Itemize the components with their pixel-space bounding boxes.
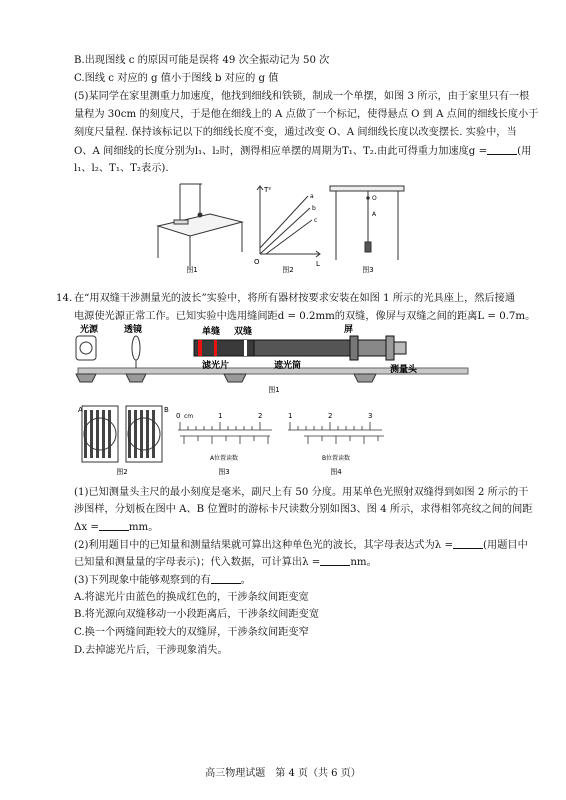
fig3-tick-0: 0 (176, 412, 181, 420)
q13-fig2-caption: 图2 (282, 266, 294, 274)
q13-fig2-line-a: a (310, 193, 314, 200)
q13-figures (150, 176, 410, 276)
q14-stem-line1: 在“用双缝干涉测量光的波长”实验中，将所有器材按要求安装在如图 1 所示的光具座上，然后接通 (74, 293, 516, 304)
q14-option-b: B.将光源向双缝移动一小段距离后，干涉条纹间距变宽 (74, 609, 320, 620)
label-double-slit: 双缝 (234, 327, 253, 337)
answer-blank-lambda-value[interactable] (320, 555, 350, 566)
q14-part3 (74, 573, 251, 587)
page-footer: 高三物理试题 第 4 页（共 6 页） (205, 768, 361, 779)
q13-fig1-table (158, 184, 242, 266)
q13-fig2-line-c: c (314, 217, 318, 224)
fig2-label-a: A (78, 406, 83, 414)
q13-text: O、A 间细线的长度分别为l₁、l₂时，测得相应单摆的周期为T₁、T₂.由此可得重力加速度g = (74, 146, 488, 157)
fig4-caption: 图4 (330, 468, 342, 476)
answer-blank-g[interactable] (487, 144, 517, 155)
fig3-label: A位置读数 (209, 455, 239, 462)
fig4-tick-1: 1 (288, 412, 293, 420)
q14-lambda-value-label: 已知量和测量量的字母表示)；代入数据，可计算出λ = (74, 557, 321, 568)
q14-fig1-caption: 图1 (268, 386, 280, 394)
label-tube: 遮光筒 (274, 361, 302, 371)
single-slit-marker (214, 340, 217, 356)
lens-icon (132, 336, 140, 360)
answer-blank-dx[interactable] (99, 520, 129, 531)
q13-part5-line5: l₁、l₂、T₁、T₂表示). (74, 163, 169, 174)
q14-reading-figures (74, 402, 484, 478)
q14-lambda-unit: nm。 (350, 557, 377, 568)
q14-part2-line2 (74, 555, 377, 569)
q13-fig3-point-a: A (372, 211, 377, 218)
q14-option-a: A.将滤光片由蓝色的换成红色的，干涉条纹间距变宽 (74, 592, 309, 603)
fig4-tick-3: 3 (368, 412, 373, 420)
label-screen: 屏 (344, 325, 354, 335)
q14-option-c: C.换一个两缝间距较大的双缝屏，干涉条纹间距变窄 (74, 627, 309, 638)
label-single-slit: 单缝 (202, 327, 221, 337)
q13-option-c: C.图线 c 对应的 g 值小于图线 b 对应的 g 值 (74, 73, 279, 84)
fig3-caption: 图3 (218, 468, 230, 476)
label-measuring-head: 测量头 (390, 365, 418, 375)
q13-tail: (用 (517, 146, 532, 157)
q14-number: 14. (56, 293, 73, 304)
q13-part5-line2: 量程为 30cm 的刻度尺，于是他在细线上的 A 点做了一个标记，使得悬点 O 到 A 点间的细线长度小于 (74, 109, 539, 120)
q14-part1-line3 (74, 520, 158, 534)
q14-part2-line1 (74, 538, 528, 552)
q14-part1-line2: 涉图样，分划板在图中 A、B 位置时的游标卡尺读数分别如图3、图 4 所示，求得相邻亮纹之间的间距 (74, 504, 533, 515)
fig4-label: B位置读数 (321, 455, 351, 462)
q14-lambda-expr-label: (2)利用题目中的已知量和测量结果就可算出这种单色光的波长，其字母表达式为λ = (74, 540, 454, 551)
q13-fig2-y-label: T² (264, 186, 272, 194)
q14-lambda-tail: (用题目中 (483, 540, 528, 551)
q14-option-d: D.去掉滤光片后，干涉现象消失。 (74, 645, 228, 656)
q14-apparatus-figure (74, 322, 482, 394)
label-light-source: 光源 (80, 325, 99, 335)
shading-tube (254, 340, 350, 356)
q13-part5-line4 (74, 144, 531, 158)
bulb-icon (80, 342, 92, 354)
fig3-tick-1: 1 (218, 412, 223, 420)
fig3-tick-2: 2 (258, 412, 263, 420)
q14-part3-tail: 。 (240, 575, 251, 586)
q13-fig2-x-label: L (316, 260, 320, 268)
vernier-a (178, 422, 272, 444)
q14-part1-line1: (1)已知测量头主尺的最小刻度是毫米，副尺上有 50 分度。用某单色光照射双缝得到如图 2 所示的干 (74, 487, 529, 498)
q13-part5-line3: 刻度尺量程. 保持该标记以下的细线长度不变，通过改变 O、A 间细线长度以改变摆长. 实验中，当 (74, 127, 517, 138)
screen-icon (350, 336, 358, 360)
answer-blank-lambda-expr[interactable] (453, 538, 483, 549)
q13-fig2-origin: O (254, 258, 260, 266)
label-lens: 透镜 (124, 325, 143, 335)
fig2-label-b: B (164, 406, 169, 414)
q14-dx-label: Δx = (74, 522, 99, 533)
fig4-tick-2: 2 (328, 412, 333, 420)
q13-fig2-line-b: b (312, 205, 316, 212)
q13-fig3-frame (330, 186, 404, 260)
q13-option-b: B.出现图线 c 的原因可能是误将 49 次全振动记为 50 次 (74, 55, 330, 66)
vernier-b (288, 422, 384, 444)
q13-fig1-caption: 图1 (186, 266, 198, 274)
q13-part5-line1: (5)某同学在家里测重力加速度，他找到细线和铁锁，制成一个单摆，如图 3 所示，由于家里只有一根 (74, 91, 530, 102)
fig2-caption: 图2 (116, 468, 128, 476)
double-slit-marker (244, 340, 247, 356)
measuring-head (358, 340, 386, 356)
label-filter: 滤光片 (202, 361, 230, 371)
fig3-unit: cm (184, 413, 194, 420)
q14-dx-unit: mm。 (128, 522, 159, 533)
q13-fig3-caption: 图3 (362, 266, 374, 274)
stand-icon (76, 374, 96, 382)
q14-stem-line2: 电源使光源正常工作。已知实验中选用缝间距d = 0.2mm的双缝，像屏与双缝之间的距离L = 0.7m。 (74, 311, 536, 322)
q14-part3-text: (3)下列现象中能够观察到的有 (74, 575, 211, 586)
filter-marker (198, 340, 202, 356)
interference-pattern (82, 406, 162, 462)
q13-fig3-point-o: O (372, 195, 377, 202)
answer-blank-part3[interactable] (211, 573, 241, 584)
